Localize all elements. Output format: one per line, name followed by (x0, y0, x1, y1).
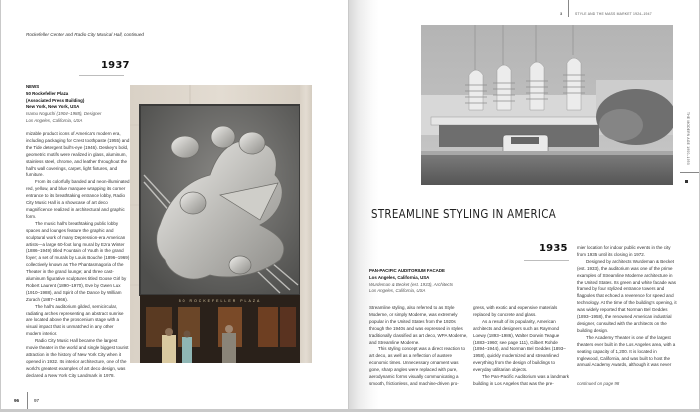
entry-title: PAN-PACIFIC AUDITORIUM FACADE (369, 268, 445, 273)
pan-pacific-photo (421, 25, 673, 185)
paragraph: The hall's auditorium gilded, semicircular, radiating arches representing an abstract sunrise are located above the proscenium stage with a visual impact that is unmatched in any other modern interior. (26, 303, 124, 337)
folio-divider (27, 392, 28, 409)
paragraph: From its colorfully banded and neon-illuminated red, yellow, and blue marquee wrapping its corner entrance to its breathtaking entrance lobby, Radio City Music Hall is a showcase of art deco magnificence realized in architectural and graphic form. (26, 179, 130, 219)
paragraph: The music hall's breathtaking public lobby spaces and lounges feature the graphic and sculptural work of many Depression-era American artists—a large 60-foot long mural by Ezra Winter (1886–1949) titled Fountain of Youth in the grand foyer; a set of murals by Louis Bouche (1896–1969) collectively known as The Phantasmagoria of the Theater in the grand lounge; and three cast-aluminum figurative sculptures titled Goose Girl by Robert Laurent (1890–1970), Eve by Gwen Lux (1910–1988), and Spirit of the Dance by William Zorach (1887–1966). (26, 220, 130, 302)
entry-location: Los Angeles, California, USA (369, 274, 430, 280)
year-heading: 1937 (101, 60, 130, 71)
right-page (349, 0, 699, 409)
entry-subtitle: (Associated Press Building) (26, 97, 85, 103)
entry-category: NEWS (26, 84, 40, 89)
body-column-1 (369, 305, 469, 388)
entry-heading (26, 84, 131, 125)
page-number-left: 96 (14, 398, 20, 403)
paragraph: gress, with exotic and expensive materials replaced by concrete and glass. (473, 305, 558, 317)
entry-designer: Wurdeman & Becket (est. 1933), Architects (369, 281, 454, 287)
entry-designer-location: Los Angeles, California, USA (26, 117, 83, 123)
running-head-divider (568, 0, 569, 17)
body-column-2 (473, 305, 573, 388)
entry-designer: Isamu Noguchi (1904–1988), Designer (26, 111, 102, 117)
running-head: STYLE AND THE MASS MARKET 1924–1947 (575, 12, 652, 16)
paragraph: The Academy Theater is one of the largest theaters ever built in the Los Angeles area, with a seating capacity of 1,200. It is located in Inglewood, California, and was built to host the annual Academy Awards, although it was never (577, 334, 676, 368)
side-marker (685, 180, 688, 183)
paragraph: Radio City Music Hall became the largest movie theater in the world and single biggest tourist attraction in the history of New York City when it opened in 1932. Its interior architecture, one of the world's greatest examples of art deco design, was declared a New York City Landmark in 1978. (26, 338, 129, 378)
paragraph: mier location for indoor public events in the city from 1935 until its closing in 1972. (577, 245, 671, 257)
year-rule (524, 260, 569, 261)
year-heading: 1935 (539, 243, 568, 254)
entry-title: 50 Rockefeller Plaza (26, 90, 69, 96)
entry-designer-location: Los Angeles, California, USA (369, 288, 426, 294)
entry-location: New York, New York, USA (26, 104, 80, 110)
chapter-number: 3 (560, 11, 563, 16)
continued-caption: Rockefeller Center and Radio City Musical Hall, continued (26, 32, 144, 37)
body-text (26, 131, 130, 380)
paragraph: mizable product icons of America's modern era, including packaging for Crest toothpaste (1955) and the Tide detergent bull's-eye (1946). Deskey's bold, geometric motifs were realized in glass, aluminum, stainless steel, chrome, and leather throughout the hall's wall coverings, carpet, light fixtures, and furniture. (26, 131, 130, 178)
entry-heading (369, 268, 479, 295)
continued-note: continued on page 98 (577, 381, 620, 386)
paragraph: This styling concept was a direct reaction to art deco, as well as a reflection of austere economic times. Unnecessary ornament was gone, sharp angles were replaced with pure, aerodynamic forms visually communicating a smooth, frictionless, and machine-driven pro- (369, 346, 466, 386)
paragraph: As a result of its popularity, American architects and designers such as Raymond Loewy (1893–1986), Walter Dorwin Teague (1883–1960; see page 111), Gilbert Rohde (1894–1944), and Norman Bel Geddes (1893–1958), quickly modernized and streamlined everything from the design of buildings to everyday utilitarian objects. (473, 318, 566, 373)
left-page (1, 0, 348, 409)
side-divider (680, 172, 699, 173)
paragraph: Streamline styling, also referred to as Style Moderne, or simply Moderne, was extremely popular in the United States from the 1920s through the 1940s and was expressed in styles traditionally classified as art deco, WPA Moderne, and Streamline Moderne. (369, 305, 468, 345)
year-rule (79, 75, 124, 76)
page-number-right: 97 (34, 398, 40, 403)
chapter-title: STREAMLINE STYLING IN AMERICA (371, 206, 557, 221)
paragraph: Designed by architects Wurdeman & Becket (est. 1933), the auditorium was one of the prime examples of Streamline Moderne architecture in the United States. Its green and white facade was framed by four stylized entrance towers and flagpoles that echoed a reverence for speed and technology. At the time of the building's opening, it was widely reported that Norman Bel Geddes (1893–1958), the renowned American industrial designer, consulted with the architects on the building design. (577, 258, 677, 333)
side-section-label: THE MODERN AGE 1900–1950 (686, 112, 690, 165)
paragraph: The Pan-Pacific Auditorium was a landmark building in Los Angeles that was the pre- (473, 374, 570, 386)
svg-text:50 ROCKEFELLER PLAZA: 50 ROCKEFELLER PLAZA (178, 299, 262, 303)
news-sculpture-photo (130, 85, 312, 385)
body-column-3 (577, 245, 677, 369)
